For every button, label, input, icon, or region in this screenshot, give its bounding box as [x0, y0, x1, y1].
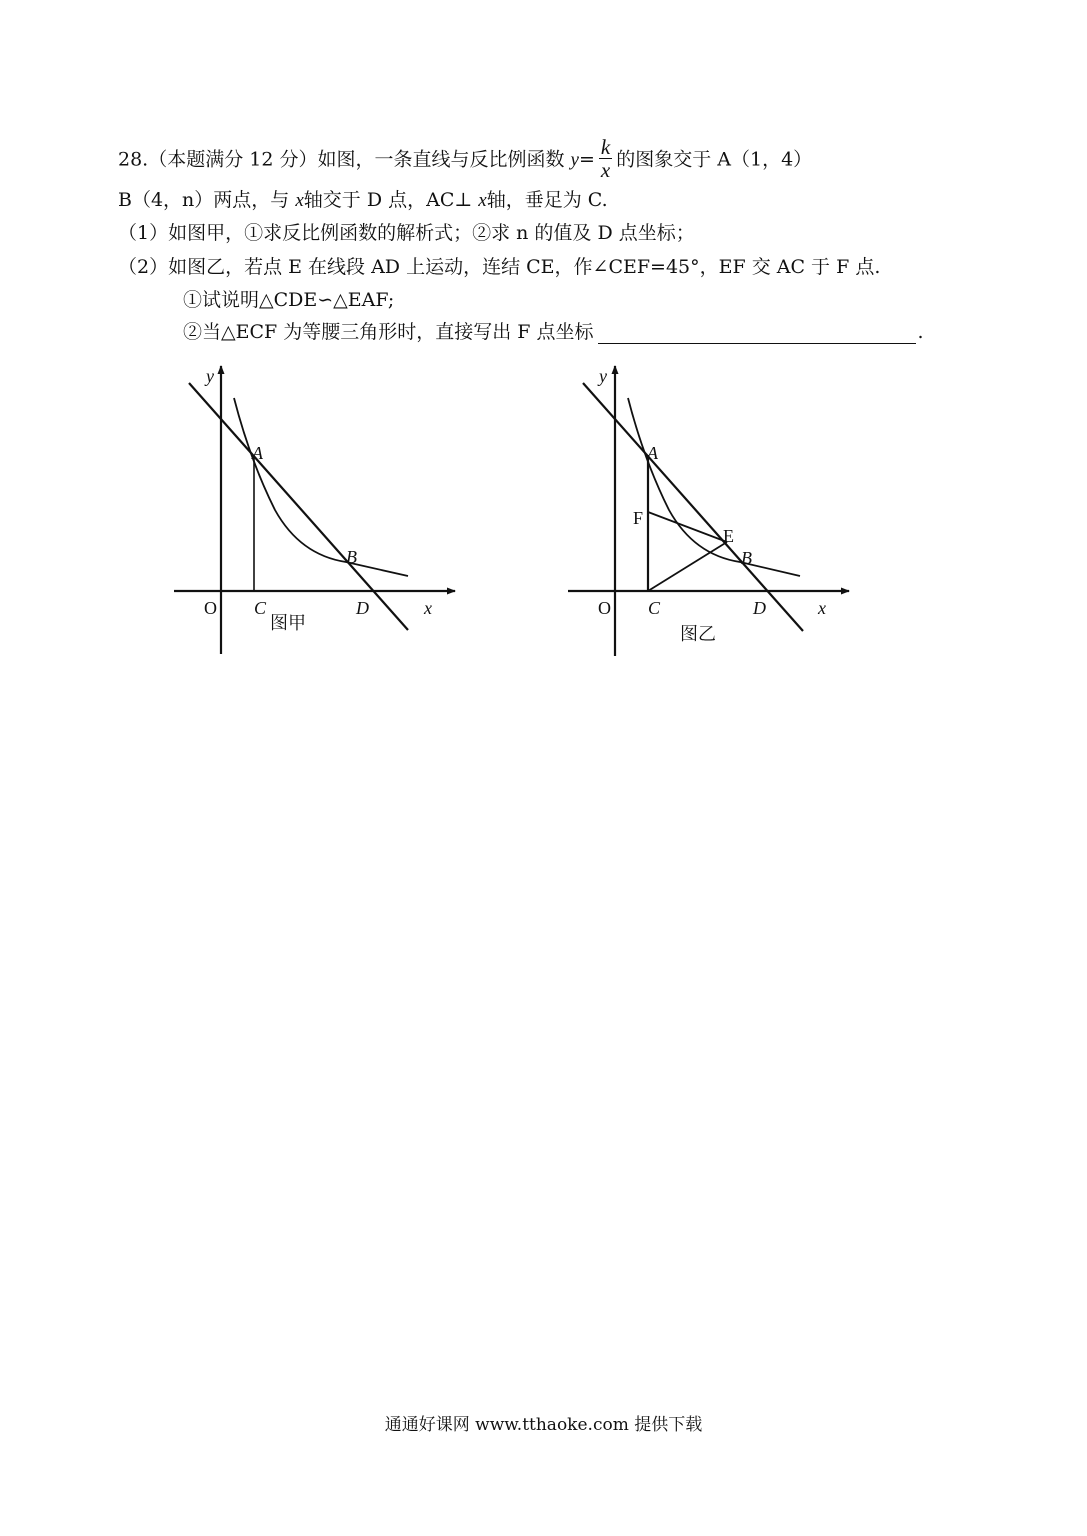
formula-denominator: x	[600, 158, 611, 182]
part2-text: （2）如图乙，若点 E 在线段 AD 上运动，连结 CE，作∠CEF=45°，EF 交 AC 于 F 点.	[118, 256, 881, 278]
fig-a-label-a: A	[252, 443, 263, 463]
fig-b-label-f: F	[633, 508, 644, 528]
part2-2-end: .	[917, 321, 924, 343]
fig-a-caption: 图甲	[270, 613, 306, 634]
problem-score: （本题满分 12 分）	[148, 148, 318, 171]
line2-part-a: B（4，n）两点，与	[118, 189, 290, 211]
fig-a-label-x: x	[424, 598, 432, 618]
fig-a-hyperbola	[234, 398, 408, 576]
fig-b-label-b: B	[741, 548, 752, 568]
fig-b-label-c: C	[648, 598, 661, 618]
fig-a-label-y: y	[206, 366, 214, 386]
line2-x-variable-2: x	[478, 190, 487, 211]
fig-b-label-d: D	[753, 598, 766, 618]
part2-2-text: ②当△ECF 为等腰三角形时，直接写出 F 点坐标	[183, 321, 594, 343]
fig-b-label-a: A	[647, 443, 658, 463]
fig-b-label-e: E	[723, 526, 734, 546]
formula-numerator: k	[600, 135, 611, 159]
formula-equals: =	[578, 148, 595, 171]
fig-b-label-o: O	[598, 598, 611, 618]
figure-a-labels	[204, 366, 432, 634]
line2-part-c: 轴，垂足为 C.	[486, 189, 608, 211]
fig-b-segment-fe	[648, 512, 727, 542]
fig-b-caption: 图乙	[680, 624, 716, 645]
fig-b-segment-ce	[648, 542, 727, 591]
fig-a-label-b: B	[346, 547, 357, 567]
fig-a-label-o: O	[204, 598, 217, 618]
problem-intro: 如图，一条直线与反比例函数	[317, 148, 565, 171]
problem-intro-tail: 的图象交于 A（1，4）	[616, 148, 813, 171]
line2-x-variable: x	[295, 190, 304, 211]
formula-y: y	[570, 149, 579, 171]
line2-part-b: 轴交于 D 点，AC⊥	[303, 189, 473, 211]
part1-text: （1）如图甲，①求反比例函数的解析式；②求 n 的值及 D 点坐标；	[118, 222, 695, 244]
figures-svg	[0, 0, 1087, 700]
footer-text: 通通好课网 www.tthaoke.com 提供下载	[384, 1415, 703, 1435]
fig-a-label-c: C	[254, 598, 267, 618]
fig-b-label-x: x	[818, 598, 826, 618]
problem-number: 28.	[118, 148, 149, 171]
fig-a-label-d: D	[356, 598, 369, 618]
part2-1-text: ①试说明△CDE∽△EAF;	[183, 289, 395, 311]
fig-b-label-y: y	[599, 366, 607, 386]
